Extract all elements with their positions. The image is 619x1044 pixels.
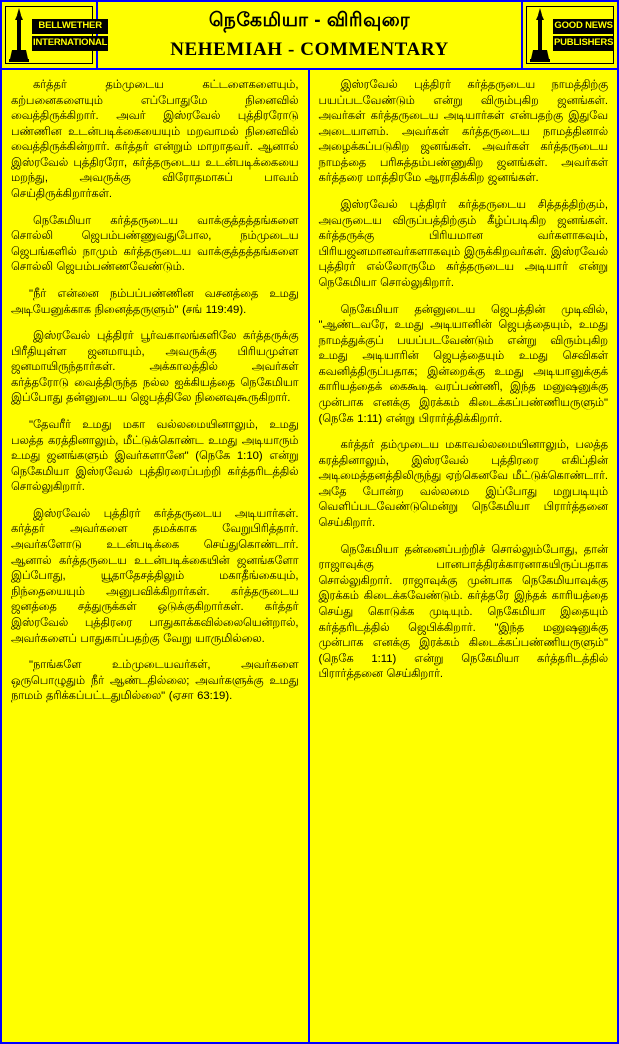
paragraph: நெகேமியா கர்த்தருடைய வாக்குத்தத்தங்களை சொல்லி ஜெபம்பண்ணுவதுபோல, நம்முடைய ஜெபங்களில் நாமும் கர்த்தருடைய வாக்குத்தத்தங்களை சொல்லி ஜெபம்பண்ணவேண்டும். <box>11 214 299 274</box>
body-columns <box>2 70 617 1042</box>
paragraph: இஸ்ரவேல் புத்திரர் கர்த்தருடைய அடியார்கள். கர்த்தர் அவர்களை தமக்காக வேறுபிரித்தார். அவர்களோடு உடன்படிக்கை செய்துகொண்டார். ஆனால் கர்த்தருடைய உடன்படிக்கையின் ஜனங்களோ இப்போது, யூதாதேசத்திலும் மகாதீங்கையும், நிந்தையையும் அனுபவிக்கிறார்கள். கர்த்தருடைய ஜனத்தை சத்துருக்கள் ஒடுக்குகிறார்கள். கர்த்தர் இஸ்ரவேல் புத்திரரை பாதுகாக்கவில்லையென்றால், அவர்களைப் பாதுகாப்பதற்கு வேறு யாருமில்லை. <box>11 507 299 645</box>
bellwether-logo <box>2 2 108 68</box>
page-header <box>2 2 617 70</box>
bellwether-torch-icon <box>6 7 32 63</box>
bellwether-logo-frame <box>5 6 108 64</box>
paragraph: நெகேமியா தன்னுடைய ஜெபத்தின் முடிவில், "ஆண்டவரே, உமது அடியானின் ஜெபத்தையும், உமது நாமத்துக்குப் பயப்படவேண்டும் என்று விரும்புகிற உமது அடியாரின் ஜெபத்தையும் உமது செவிகள் கவனித்திருப்பதாக; இன்றைக்கு உமது அடியானுக்குக் காரியத்தைக் கைகூடி வரப்பண்ணி, இந்த மனுஷனுக்கு முன்பாக எனக்கு இரக்கம் கிடைக்கப்பண்ணியருளும்" (நெகே 1:11) என்று பிரார்த்திக்கிறார். <box>318 303 608 425</box>
page-title-tamil: நெகேமியா - விரிவுரை <box>208 9 411 31</box>
scripture-quote: "நீர் என்னை நம்பப்பண்ணின வசனத்தை உமது அடியேனுக்காக நினைத்தருளும்" (சங் 119:49). <box>11 287 299 316</box>
good-news-logo-text <box>553 19 614 51</box>
paragraph: நெகேமியா தன்னைப்பற்றிச் சொல்லும்போது, தான் ராஜாவுக்கு பானபாத்திரக்காரனாகயிருப்பதாக சொல்லுகிறார். ராஜாவுக்கு முன்பாக நெகேமியாவுக்கு இரக்கம் கிடைக்கவேண்டும். கர்த்தரே இந்தக் காரியத்தை செய்து கொடுக்க முடியும். நெகேமியா இதையும் கர்த்தரிடத்தில் ஜெபிக்கிறார். "இந்த மனுஷனுக்கு முன்பாக எனக்கு இரக்கம் கிடைக்கப்பண்ணியருளும்" (நெகே 1:11) என்று நெகேமியா கர்த்தரிடத்தில் பிரார்த்தனை செய்கிறார். <box>318 543 608 681</box>
good-news-logo-line1: GOOD NEWS <box>553 19 614 34</box>
good-news-logo-line2: PUBLISHERS <box>553 36 614 51</box>
good-news-torch-icon <box>527 7 553 63</box>
bellwether-logo-line1: BELLWETHER <box>32 19 108 34</box>
good-news-logo <box>521 2 617 68</box>
paragraph: இஸ்ரவேல் புத்திரர் பூர்வகாலங்களிலே கர்த்தருக்கு பிரீதியுள்ள ஜனமாயும், அவருக்கு பிரியமுள்ள ஜனமாயிருந்தார்கள். அக்காலத்தில் அவர்கள் கர்த்தரோடு வைத்திருந்த நல்ல ஐக்கியத்தை நெகேமியா இப்போது தன்னுடைய ஜெபத்திலே நினைவுகூருகிறார். <box>11 330 299 405</box>
paragraph: கர்த்தர் தம்முடைய கட்டளைகளையும், கற்பனைகளையும் எப்போதுமே நினைவில் வைத்திருக்கிறார். அவர் இஸ்ரவேல் புத்திரரோடு பண்ணின உடன்படிக்கையையும் மறவாமல் நினைவில் வைத்திருக்கின்றார். கர்த்தர் என்றும் மாறாதவர். ஆனால் இஸ்ரவேல் புத்திரரோ, கர்த்தருடைய உடன்படிக்கையை மறந்து, அவருக்கு விரோதமாகப் பாவம் செய்திருக்கிறார்கள். <box>11 79 299 201</box>
paragraph: கர்த்தர் தம்முடைய மகாவல்லமையினாலும், பலத்த கரத்தினாலும், இஸ்ரவேல் புத்திரரை எகிப்தின் அடிமைத்தனத்திலிருந்து ஏற்கெனவே மீட்டுக்கொண்டார். அதே போன்ற வல்லமை இப்போது மறுபடியும் வெளிப்படவேண்டுமென்று நெகேமியா பிரார்த்தனை செய்கிறார். <box>318 439 608 530</box>
bellwether-logo-text <box>32 19 108 51</box>
left-column <box>2 70 310 1042</box>
right-column <box>310 70 618 1042</box>
paragraph: இஸ்ரவேல் புத்திரர் கர்த்தருடைய நாமத்திற்கு பயப்படவேண்டும் என்று விரும்புகிற ஜனங்கள். அவர்கள் கர்த்தருடைய அடியார்கள் என்பதற்கு இதுவே அடையாளம். அவர்கள் கர்த்தருடைய நாமத்தினால் அழைக்கப்படுகிற ஜனங்கள். அவர்கள் கர்த்தருடைய நாமத்தை பரிசுத்தம்பண்ணுகிற ஜனங்கள். அவர்கள் கர்த்தரை மாத்திரமே ஆராதிக்கிற ஜனங்கள். <box>318 79 608 185</box>
paragraph: இஸ்ரவேல் புத்திரர் கர்த்தருடைய சித்தத்திற்கும், அவருடைய விருப்பத்திற்கும் கீழ்ப்படிகிற ஜனங்கள். கர்த்தருக்கு பிரியமான வர்களாகவும், பிரியஜனமானவர்களாகவும் இருக்கிறவர்கள். இஸ்ரவேல் புத்திரர் எல்லோருமே கர்த்தருடைய அடியார் என்று நெகேமியா சொல்லுகிறார். <box>318 199 608 289</box>
good-news-logo-frame <box>526 6 614 64</box>
page-title-english: NEHEMIAH - COMMENTARY <box>170 38 449 60</box>
scripture-quote: "தேவரீர் உமது மகா வல்லமையினாலும், உமது பலத்த கரத்தினாலும், மீட்டுக்கொண்ட உமது அடியாரும் உமது ஜனங்களும் இவர்களானே" (நெகே 1:10) என்று நெகேமியா இஸ்ரவேல் புத்திரரைப்பற்றி கர்த்தரிடத்தில் சொல்லுகிறார். <box>11 418 299 494</box>
header-titles <box>98 2 521 68</box>
scripture-quote: "நாங்களே உம்முடையவர்கள், அவர்களை ஒருபொழுதும் நீர் ஆண்டதில்லை; அவர்களுக்கு உமது நாமம் தரிக்கப்பட்டதுமில்லை" (ஏசா 63:19). <box>11 659 299 703</box>
bellwether-logo-line2: INTERNATIONAL <box>32 36 108 51</box>
